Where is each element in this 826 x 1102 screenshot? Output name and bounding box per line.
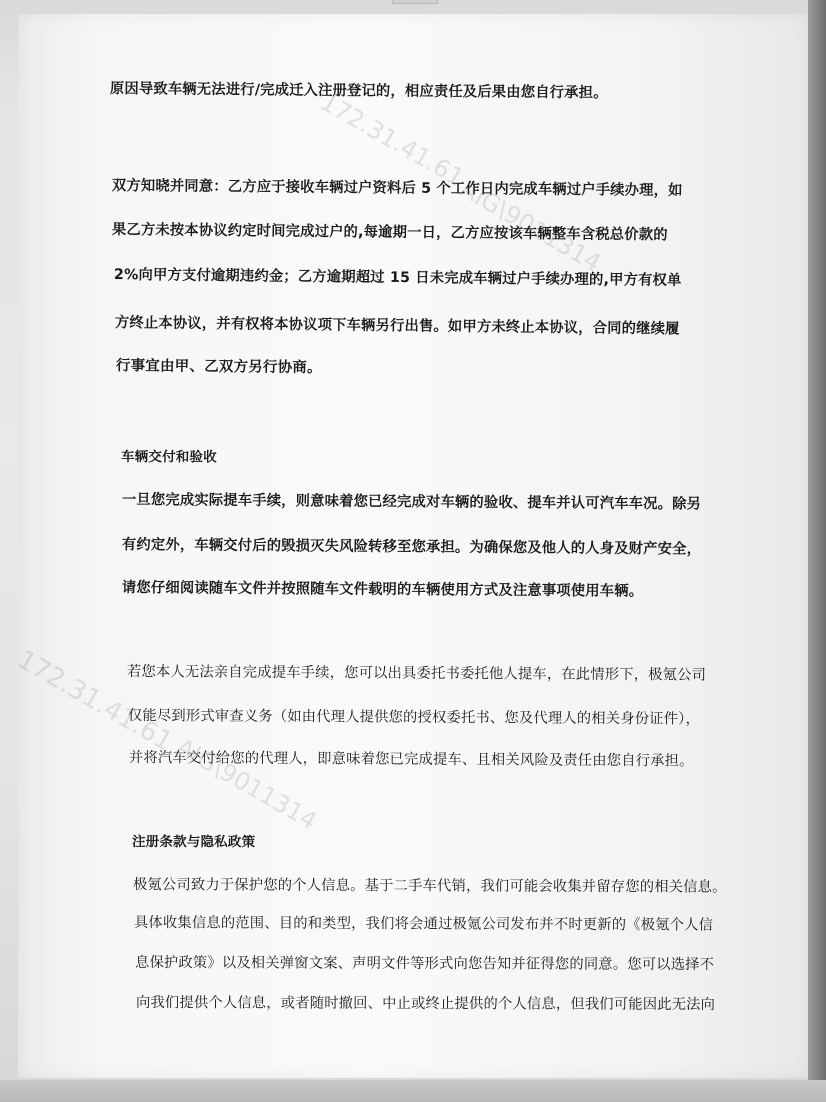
paragraph-2-line-4: 方终止本协议，并有权将本协议项下车辆另行出售。如甲方未终止本协议，合同的继续履 (114, 315, 680, 338)
delivery-line-3: 请您仔细阅读随车文件并按照随车文件载明的车辆使用方式及注意事项使用车辆。 (121, 580, 644, 600)
paragraph-3-line-3: 并将汽车交付给您的代理人，即意味着您已完成提车、且相关风险及责任由您自行承担。 (128, 750, 694, 770)
paragraph-3-line-2: 仅能尽到形式审查义务（如由代理人提供您的授权委托书、您及代理人的相关身份证件）， (127, 708, 701, 728)
section-heading-delivery: 车辆交付和验收 (120, 449, 217, 466)
paragraph-2-line-2: 果乙方未按本协议约定时间完成过户的,每逾期一日，乙方应按该车辆整车含税总价款的 (111, 222, 668, 244)
section-heading-privacy: 注册条款与隐私政策 (131, 834, 256, 851)
paragraph-2-line-3: 2%向甲方支付逾期违约金；乙方逾期超过 15 日未完成车辆过户手续办理的,甲方有权单 (113, 267, 682, 289)
privacy-line-3: 息保护政策》以及相关弹窗文案、声明文件等形式向您告知并征得您的同意。您可以选择不 (134, 955, 715, 974)
paragraph-2-line-5: 行事宜由甲、乙双方另行协商。 (115, 358, 322, 377)
paragraph-2-line-1: 双方知晓并同意：乙方应于接收车辆过户资料后 5 个工作日内完成车辆过户手续办理，如 (111, 178, 683, 199)
privacy-line-2: 具体收集信息的范围、目的和类型，我们将会通过极氪公司发布并不时更新的《极氪个人信 (133, 915, 714, 934)
privacy-line-4: 向我们提供个人信息，或者随时撤回、中止或终止提供的个人信息，但我们可能因此无法向 (135, 995, 716, 1014)
paragraph-3-line-1: 若您本人无法亲自完成提车手续，您可以出具委托书委托他人提车，在此情形下，极氪公司 (126, 664, 707, 684)
delivery-line-1: 一旦您完成实际提车手续，则意味着您已经完成对车辆的验收、提车并认可汽车车况。除另 (121, 492, 702, 513)
delivery-line-2: 有约定外，车辆交付后的毁损灭失风险转移至您承担。为确保您及他人的人身及财产安全， (121, 537, 702, 558)
paragraph-1-line-1: 原因导致车辆无法进行/完成迁入注册登记的，相应责任及后果由您自行承担。 (109, 81, 608, 102)
privacy-line-1: 极氪公司致力于保护您的个人信息。基于二手车代销，我们可能会收集并留存您的相关信息。 (132, 877, 727, 896)
